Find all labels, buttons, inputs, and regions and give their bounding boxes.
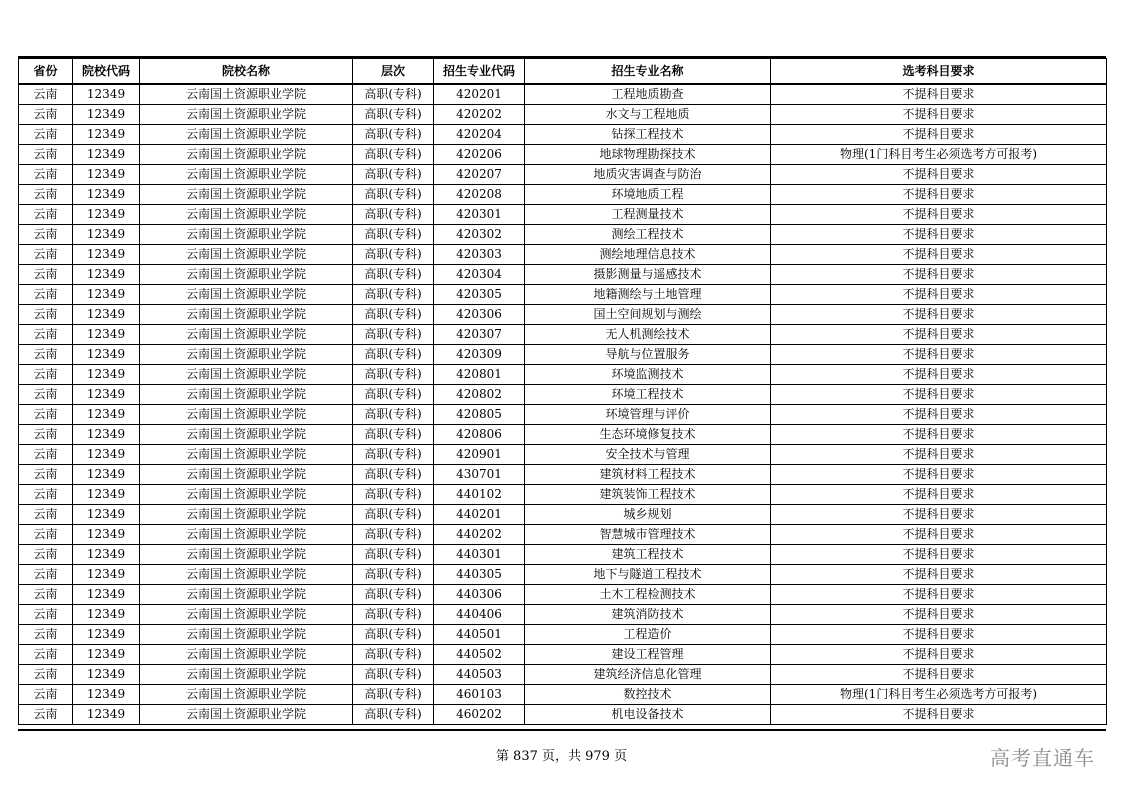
cell-province: 云南: [19, 625, 73, 645]
cell-major-name: 建筑工程技术: [525, 545, 771, 565]
cell-school-name: 云南国土资源职业学院: [140, 445, 353, 465]
table-row: [19, 265, 1107, 285]
cell-subject-requirement: 物理(1门科目考生必须选考方可报考): [771, 145, 1107, 165]
cell-school-name: 云南国土资源职业学院: [140, 125, 353, 145]
cell-major-code: 420801: [434, 365, 525, 385]
cell-level: 高职(专科): [353, 245, 434, 265]
cell-school-name: 云南国土资源职业学院: [140, 265, 353, 285]
cell-subject-requirement: 不提科目要求: [771, 225, 1107, 245]
cell-major-name: 建筑材料工程技术: [525, 465, 771, 485]
table-row: [19, 645, 1107, 665]
cell-school-name: 云南国土资源职业学院: [140, 225, 353, 245]
cell-province: 云南: [19, 305, 73, 325]
table-row: [19, 305, 1107, 325]
cell-province: 云南: [19, 705, 73, 725]
cell-level: 高职(专科): [353, 385, 434, 405]
table-row: [19, 685, 1107, 705]
cell-major-name: 土木工程检测技术: [525, 585, 771, 605]
cell-school-name: 云南国土资源职业学院: [140, 385, 353, 405]
table-row: [19, 545, 1107, 565]
table-row: [19, 625, 1107, 645]
cell-province: 云南: [19, 605, 73, 625]
cell-level: 高职(专科): [353, 265, 434, 285]
cell-major-code: 440501: [434, 625, 525, 645]
cell-major-name: 数控技术: [525, 685, 771, 705]
cell-subject-requirement: 不提科目要求: [771, 245, 1107, 265]
cell-subject-requirement: 不提科目要求: [771, 645, 1107, 665]
cell-major-code: 440503: [434, 665, 525, 685]
cell-major-name: 地质灾害调查与防治: [525, 165, 771, 185]
cell-major-name: 地下与隧道工程技术: [525, 565, 771, 585]
cell-province: 云南: [19, 445, 73, 465]
cell-level: 高职(专科): [353, 665, 434, 685]
cell-level: 高职(专科): [353, 345, 434, 365]
table-row: [19, 565, 1107, 585]
cell-school-code: 12349: [73, 105, 140, 125]
cell-school-name: 云南国土资源职业学院: [140, 325, 353, 345]
table-row: [19, 245, 1107, 265]
cell-level: 高职(专科): [353, 365, 434, 385]
cell-major-name: 建筑经济信息化管理: [525, 665, 771, 685]
cell-school-code: 12349: [73, 405, 140, 425]
cell-level: 高职(专科): [353, 565, 434, 585]
cell-province: 云南: [19, 245, 73, 265]
cell-level: 高职(专科): [353, 145, 434, 165]
cell-major-name: 国土空间规划与测绘: [525, 305, 771, 325]
cell-school-name: 云南国土资源职业学院: [140, 105, 353, 125]
cell-province: 云南: [19, 485, 73, 505]
cell-province: 云南: [19, 385, 73, 405]
cell-school-name: 云南国土资源职业学院: [140, 165, 353, 185]
table-bottom-rule: [18, 729, 1106, 731]
table-row: [19, 665, 1107, 685]
cell-school-name: 云南国土资源职业学院: [140, 185, 353, 205]
cell-subject-requirement: 不提科目要求: [771, 665, 1107, 685]
cell-school-code: 12349: [73, 705, 140, 725]
cell-school-name: 云南国土资源职业学院: [140, 645, 353, 665]
cell-major-code: 420307: [434, 325, 525, 345]
cell-school-code: 12349: [73, 345, 140, 365]
cell-school-name: 云南国土资源职业学院: [140, 365, 353, 385]
cell-subject-requirement: 不提科目要求: [771, 365, 1107, 385]
table-row: [19, 465, 1107, 485]
header-major-code: 招生专业代码: [434, 59, 525, 85]
header-school-name: 院校名称: [140, 59, 353, 85]
cell-province: 云南: [19, 525, 73, 545]
header-level: 层次: [353, 59, 434, 85]
cell-school-code: 12349: [73, 665, 140, 685]
cell-major-name: 生态环境修复技术: [525, 425, 771, 445]
cell-level: 高职(专科): [353, 405, 434, 425]
table-row: [19, 84, 1107, 105]
cell-subject-requirement: 不提科目要求: [771, 265, 1107, 285]
cell-subject-requirement: 不提科目要求: [771, 585, 1107, 605]
table-row: [19, 105, 1107, 125]
table-row: [19, 125, 1107, 145]
cell-major-code: 420204: [434, 125, 525, 145]
cell-school-name: 云南国土资源职业学院: [140, 585, 353, 605]
cell-major-name: 机电设备技术: [525, 705, 771, 725]
cell-school-name: 云南国土资源职业学院: [140, 665, 353, 685]
cell-major-code: 440202: [434, 525, 525, 545]
cell-school-name: 云南国土资源职业学院: [140, 425, 353, 445]
cell-subject-requirement: 不提科目要求: [771, 445, 1107, 465]
cell-school-name: 云南国土资源职业学院: [140, 545, 353, 565]
cell-school-name: 云南国土资源职业学院: [140, 525, 353, 545]
cell-school-code: 12349: [73, 645, 140, 665]
table-body: [19, 84, 1107, 725]
cell-level: 高职(专科): [353, 525, 434, 545]
cell-major-name: 导航与位置服务: [525, 345, 771, 365]
cell-subject-requirement: 不提科目要求: [771, 405, 1107, 425]
cell-province: 云南: [19, 125, 73, 145]
cell-province: 云南: [19, 105, 73, 125]
cell-level: 高职(专科): [353, 425, 434, 445]
cell-level: 高职(专科): [353, 225, 434, 245]
cell-school-code: 12349: [73, 84, 140, 105]
cell-school-code: 12349: [73, 285, 140, 305]
cell-major-name: 建设工程管理: [525, 645, 771, 665]
cell-level: 高职(专科): [353, 445, 434, 465]
cell-major-name: 工程测量技术: [525, 205, 771, 225]
cell-major-code: 440201: [434, 505, 525, 525]
cell-school-code: 12349: [73, 545, 140, 565]
cell-major-code: 420304: [434, 265, 525, 285]
cell-level: 高职(专科): [353, 165, 434, 185]
cell-major-name: 环境管理与评价: [525, 405, 771, 425]
cell-school-name: 云南国土资源职业学院: [140, 145, 353, 165]
cell-school-code: 12349: [73, 245, 140, 265]
table-row: [19, 165, 1107, 185]
table-row: [19, 185, 1107, 205]
cell-major-name: 工程造价: [525, 625, 771, 645]
cell-province: 云南: [19, 325, 73, 345]
cell-school-name: 云南国土资源职业学院: [140, 405, 353, 425]
cell-school-name: 云南国土资源职业学院: [140, 485, 353, 505]
cell-province: 云南: [19, 205, 73, 225]
cell-province: 云南: [19, 365, 73, 385]
cell-school-code: 12349: [73, 145, 140, 165]
cell-subject-requirement: 不提科目要求: [771, 285, 1107, 305]
cell-subject-requirement: 不提科目要求: [771, 605, 1107, 625]
cell-subject-requirement: 不提科目要求: [771, 305, 1107, 325]
table-row: [19, 505, 1107, 525]
cell-major-code: 420901: [434, 445, 525, 465]
cell-level: 高职(专科): [353, 465, 434, 485]
cell-school-code: 12349: [73, 385, 140, 405]
cell-major-name: 环境地质工程: [525, 185, 771, 205]
cell-major-name: 工程地质勘查: [525, 84, 771, 105]
cell-major-code: 440306: [434, 585, 525, 605]
cell-school-code: 12349: [73, 265, 140, 285]
cell-level: 高职(专科): [353, 325, 434, 345]
cell-major-name: 摄影测量与遥感技术: [525, 265, 771, 285]
cell-major-code: 420305: [434, 285, 525, 305]
cell-level: 高职(专科): [353, 505, 434, 525]
cell-major-code: 420201: [434, 84, 525, 105]
cell-major-name: 水文与工程地质: [525, 105, 771, 125]
cell-major-code: 440305: [434, 565, 525, 585]
cell-major-code: 420208: [434, 185, 525, 205]
cell-subject-requirement: 不提科目要求: [771, 545, 1107, 565]
cell-school-code: 12349: [73, 625, 140, 645]
cell-major-code: 420207: [434, 165, 525, 185]
cell-province: 云南: [19, 665, 73, 685]
cell-major-code: 420202: [434, 105, 525, 125]
cell-major-name: 建筑装饰工程技术: [525, 485, 771, 505]
cell-major-code: 420806: [434, 425, 525, 445]
cell-school-name: 云南国土资源职业学院: [140, 625, 353, 645]
cell-major-name: 测绘工程技术: [525, 225, 771, 245]
cell-school-code: 12349: [73, 565, 140, 585]
cell-subject-requirement: 不提科目要求: [771, 625, 1107, 645]
table-row: [19, 525, 1107, 545]
cell-province: 云南: [19, 345, 73, 365]
cell-major-code: 420206: [434, 145, 525, 165]
cell-subject-requirement: 不提科目要求: [771, 84, 1107, 105]
cell-major-code: 420303: [434, 245, 525, 265]
cell-subject-requirement: 不提科目要求: [771, 705, 1107, 725]
cell-level: 高职(专科): [353, 125, 434, 145]
cell-province: 云南: [19, 465, 73, 485]
cell-school-code: 12349: [73, 365, 140, 385]
header-subject-requirement: 选考科目要求: [771, 59, 1107, 85]
cell-school-code: 12349: [73, 305, 140, 325]
table-row: [19, 285, 1107, 305]
cell-school-code: 12349: [73, 485, 140, 505]
cell-subject-requirement: 不提科目要求: [771, 425, 1107, 445]
table-row: [19, 485, 1107, 505]
cell-school-code: 12349: [73, 525, 140, 545]
cell-school-code: 12349: [73, 125, 140, 145]
cell-school-name: 云南国土资源职业学院: [140, 245, 353, 265]
header-province: 省份: [19, 59, 73, 85]
cell-major-name: 智慧城市管理技术: [525, 525, 771, 545]
cell-level: 高职(专科): [353, 185, 434, 205]
cell-school-name: 云南国土资源职业学院: [140, 685, 353, 705]
cell-province: 云南: [19, 265, 73, 285]
cell-province: 云南: [19, 425, 73, 445]
cell-level: 高职(专科): [353, 545, 434, 565]
table-row: [19, 405, 1107, 425]
cell-major-code: 440102: [434, 485, 525, 505]
cell-school-code: 12349: [73, 185, 140, 205]
table-row: [19, 445, 1107, 465]
cell-school-name: 云南国土资源职业学院: [140, 205, 353, 225]
cell-major-name: 环境监测技术: [525, 365, 771, 385]
table-row: [19, 385, 1107, 405]
table-row: [19, 365, 1107, 385]
cell-school-code: 12349: [73, 605, 140, 625]
cell-major-name: 城乡规划: [525, 505, 771, 525]
cell-province: 云南: [19, 505, 73, 525]
table-row: [19, 605, 1107, 625]
cell-school-code: 12349: [73, 225, 140, 245]
table-row: [19, 705, 1107, 725]
table-row: [19, 345, 1107, 365]
cell-major-name: 无人机测绘技术: [525, 325, 771, 345]
cell-subject-requirement: 不提科目要求: [771, 505, 1107, 525]
cell-major-code: 420309: [434, 345, 525, 365]
table-row: [19, 205, 1107, 225]
cell-level: 高职(专科): [353, 205, 434, 225]
cell-major-code: 460202: [434, 705, 525, 725]
cell-province: 云南: [19, 565, 73, 585]
cell-subject-requirement: 物理(1门科目考生必须选考方可报考): [771, 685, 1107, 705]
cell-school-code: 12349: [73, 325, 140, 345]
cell-major-name: 环境工程技术: [525, 385, 771, 405]
table-row: [19, 325, 1107, 345]
cell-level: 高职(专科): [353, 485, 434, 505]
cell-major-code: 420302: [434, 225, 525, 245]
cell-school-name: 云南国土资源职业学院: [140, 84, 353, 105]
cell-major-name: 钻探工程技术: [525, 125, 771, 145]
cell-school-name: 云南国土资源职业学院: [140, 345, 353, 365]
cell-major-name: 地籍测绘与土地管理: [525, 285, 771, 305]
cell-school-code: 12349: [73, 505, 140, 525]
cell-level: 高职(专科): [353, 105, 434, 125]
cell-subject-requirement: 不提科目要求: [771, 385, 1107, 405]
cell-subject-requirement: 不提科目要求: [771, 205, 1107, 225]
header-school-code: 院校代码: [73, 59, 140, 85]
cell-subject-requirement: 不提科目要求: [771, 565, 1107, 585]
cell-school-code: 12349: [73, 685, 140, 705]
cell-province: 云南: [19, 585, 73, 605]
cell-province: 云南: [19, 165, 73, 185]
admissions-table: [18, 58, 1107, 725]
cell-subject-requirement: 不提科目要求: [771, 345, 1107, 365]
cell-major-code: 440502: [434, 645, 525, 665]
cell-major-code: 430701: [434, 465, 525, 485]
cell-major-code: 420301: [434, 205, 525, 225]
cell-level: 高职(专科): [353, 645, 434, 665]
table-header-row: [19, 59, 1107, 85]
cell-major-code: 440406: [434, 605, 525, 625]
cell-major-name: 建筑消防技术: [525, 605, 771, 625]
cell-level: 高职(专科): [353, 625, 434, 645]
cell-province: 云南: [19, 405, 73, 425]
table-row: [19, 145, 1107, 165]
cell-level: 高职(专科): [353, 685, 434, 705]
cell-province: 云南: [19, 685, 73, 705]
cell-subject-requirement: 不提科目要求: [771, 465, 1107, 485]
watermark-text: 高考直通车: [990, 746, 1095, 770]
cell-school-name: 云南国土资源职业学院: [140, 565, 353, 585]
cell-major-name: 地球物理勘探技术: [525, 145, 771, 165]
cell-school-name: 云南国土资源职业学院: [140, 465, 353, 485]
cell-level: 高职(专科): [353, 585, 434, 605]
cell-school-code: 12349: [73, 445, 140, 465]
cell-school-code: 12349: [73, 165, 140, 185]
cell-subject-requirement: 不提科目要求: [771, 525, 1107, 545]
table-row: [19, 585, 1107, 605]
cell-level: 高职(专科): [353, 285, 434, 305]
cell-school-name: 云南国土资源职业学院: [140, 505, 353, 525]
cell-province: 云南: [19, 225, 73, 245]
cell-major-code: 420306: [434, 305, 525, 325]
cell-province: 云南: [19, 645, 73, 665]
cell-province: 云南: [19, 185, 73, 205]
cell-province: 云南: [19, 84, 73, 105]
cell-major-code: 420805: [434, 405, 525, 425]
cell-subject-requirement: 不提科目要求: [771, 325, 1107, 345]
cell-subject-requirement: 不提科目要求: [771, 125, 1107, 145]
cell-province: 云南: [19, 545, 73, 565]
cell-level: 高职(专科): [353, 305, 434, 325]
cell-province: 云南: [19, 285, 73, 305]
cell-subject-requirement: 不提科目要求: [771, 105, 1107, 125]
cell-major-code: 420802: [434, 385, 525, 405]
cell-level: 高职(专科): [353, 605, 434, 625]
cell-major-code: 440301: [434, 545, 525, 565]
header-major-name: 招生专业名称: [525, 59, 771, 85]
cell-school-name: 云南国土资源职业学院: [140, 605, 353, 625]
cell-school-code: 12349: [73, 585, 140, 605]
cell-school-code: 12349: [73, 425, 140, 445]
cell-subject-requirement: 不提科目要求: [771, 165, 1107, 185]
cell-major-name: 测绘地理信息技术: [525, 245, 771, 265]
cell-subject-requirement: 不提科目要求: [771, 485, 1107, 505]
cell-school-code: 12349: [73, 465, 140, 485]
table-row: [19, 425, 1107, 445]
cell-level: 高职(专科): [353, 705, 434, 725]
cell-province: 云南: [19, 145, 73, 165]
cell-major-name: 安全技术与管理: [525, 445, 771, 465]
cell-major-code: 460103: [434, 685, 525, 705]
cell-school-name: 云南国土资源职业学院: [140, 305, 353, 325]
cell-school-name: 云南国土资源职业学院: [140, 705, 353, 725]
table-row: [19, 225, 1107, 245]
cell-school-name: 云南国土资源职业学院: [140, 285, 353, 305]
page-number: 第 837 页，共 979 页: [495, 749, 628, 764]
cell-school-code: 12349: [73, 205, 140, 225]
cell-level: 高职(专科): [353, 84, 434, 105]
cell-subject-requirement: 不提科目要求: [771, 185, 1107, 205]
